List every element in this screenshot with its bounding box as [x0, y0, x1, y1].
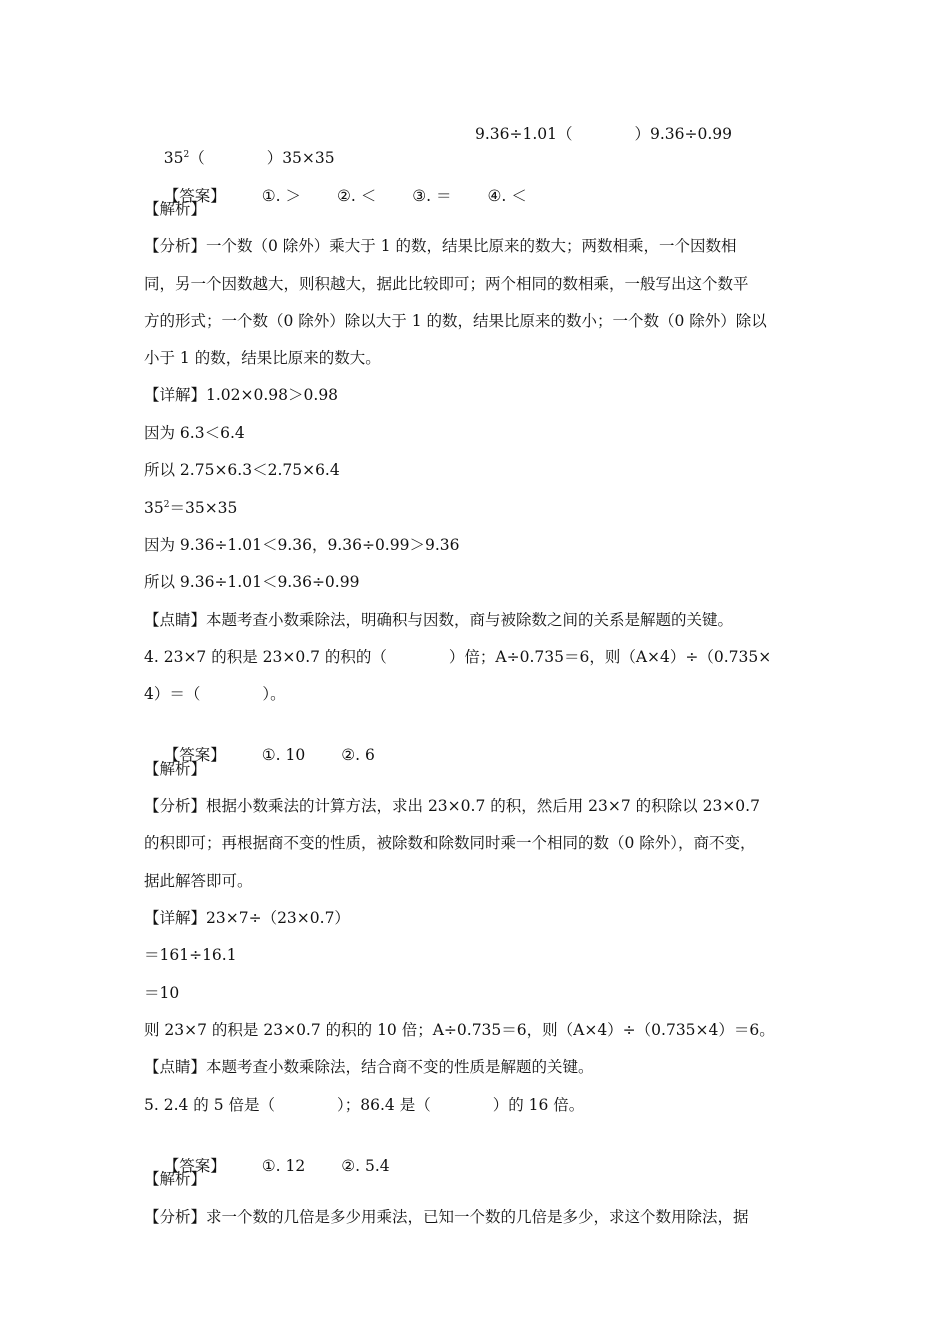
q4-xiangjie-line: ＝161÷16.1: [144, 946, 237, 964]
answer-label: 【答案】: [163, 746, 226, 764]
q3-fenxi-line: 同，另一个因数越大，则积越大，据此比较即可；两个相同的数相乘，一般写出这个数平: [144, 275, 749, 293]
q3-xiangjie-line: 因为 6.3＜6.4: [144, 424, 245, 442]
answer-item: ①. 12: [261, 1157, 306, 1175]
answer-item: ④. ＜: [487, 187, 527, 205]
answer-item: ①. 10: [261, 746, 306, 764]
dianjing-label: 【点睛】: [144, 1058, 207, 1076]
xiangjie-text: 1.02×0.98＞0.98: [206, 386, 339, 404]
q3-dianjing: [144, 608, 733, 632]
q3-right-expr: 9.36÷1.01（ ）9.36÷0.99: [475, 125, 733, 143]
q4-question-line: 4. 23×7 的积是 23×0.7 的积的（ ）倍；A÷0.735＝6，则（A×4）÷（0.735×: [144, 648, 772, 666]
q4-dianjing: [144, 1055, 594, 1079]
q5-jiexi-label: 【解析】: [144, 1170, 207, 1188]
q5-question-line: 5. 2.4 的 5 倍是（ ）；86.4 是（ ）的 16 倍。: [144, 1096, 585, 1114]
answer-label: 【答案】: [163, 1157, 226, 1175]
q3-fenxi-line: 小于 1 的数，结果比原来的数大。: [144, 349, 381, 367]
q3-left-expr: $35^2$（ ）35×35: [163, 149, 335, 167]
q3-xiangjie-line: 因为 9.36÷1.01＜9.36，9.36÷0.99＞9.36: [144, 536, 460, 554]
answer-item: ②. 6: [341, 746, 375, 764]
q4-xiangjie-line: 则 23×7 的积是 23×0.7 的积的 10 倍；A÷0.735＝6，则（A×4）÷（0.735×4）＝6。: [144, 1021, 775, 1039]
q3-compare-row: [144, 122, 335, 167]
fenxi-text: 根据小数乘法的计算方法，求出 23×0.7 的积，然后用 23×7 的积除以 23×0.7: [206, 797, 760, 815]
xiangjie-label: 【详解】: [144, 386, 207, 404]
q5-fenxi-line: [144, 1205, 749, 1229]
q3-xiangjie-line: 所以 2.75×6.3＜2.75×6.4: [144, 461, 340, 479]
q4-question-line: 4）＝（ ）。: [144, 685, 286, 703]
q4-xiangjie-line: ＝10: [144, 984, 180, 1002]
q3-xiangjie-line: 所以 9.36÷1.01＜9.36÷0.99: [144, 573, 360, 591]
xiangjie-label: 【详解】: [144, 909, 207, 927]
answer-item: ③. ＝: [412, 187, 452, 205]
answer-label: 【答案】: [163, 187, 226, 205]
q5-answer: [144, 1130, 390, 1175]
answer-item: ②. 5.4: [341, 1157, 390, 1175]
q3-xiangjie-line: [144, 383, 338, 407]
q4-fenxi-line: [144, 794, 760, 818]
dianjing-text: 本题考查小数乘除法，明确积与因数，商与被除数之间的关系是解题的关键。: [206, 611, 734, 629]
answer-item: ②. ＜: [336, 187, 377, 205]
q3-fenxi-line: 方的形式；一个数（0 除外）除以大于 1 的数，结果比原来的数小；一个数（0 除外）除以: [144, 312, 767, 330]
xiangjie-text: 23×7÷（23×0.7）: [206, 909, 350, 927]
q4-answer: [144, 719, 375, 764]
answer-item: ①. ＞: [261, 187, 301, 205]
q4-fenxi-line: 的积即可；再根据商不变的性质，被除数和除数同时乘一个相同的数（0 除外），商不变，: [144, 834, 756, 852]
dianjing-label: 【点睛】: [144, 611, 207, 629]
fenxi-label: 【分析】: [144, 1208, 207, 1226]
fenxi-label: 【分析】: [144, 797, 207, 815]
q4-jiexi-label: 【解析】: [144, 760, 207, 778]
q4-fenxi-line: 据此解答即可。: [144, 872, 253, 890]
dianjing-text: 本题考查小数乘除法，结合商不变的性质是解题的关键。: [206, 1058, 594, 1076]
fenxi-label: 【分析】: [144, 237, 207, 255]
q3-fenxi-line: [144, 234, 737, 258]
fenxi-text: 求一个数的几倍是多少用乘法，已知一个数的几倍是多少，求这个数用除法，据: [206, 1208, 749, 1226]
q3-answer: [144, 160, 527, 205]
q3-jiexi-label: 【解析】: [144, 200, 207, 218]
q3-xiangjie-line: $35^2=35\times 35$: [144, 499, 238, 517]
fenxi-text: 一个数（0 除外）乘大于 1 的数，结果比原来的数大；两数相乘，一个因数相: [206, 237, 737, 255]
q4-xiangjie-line: [144, 906, 350, 930]
